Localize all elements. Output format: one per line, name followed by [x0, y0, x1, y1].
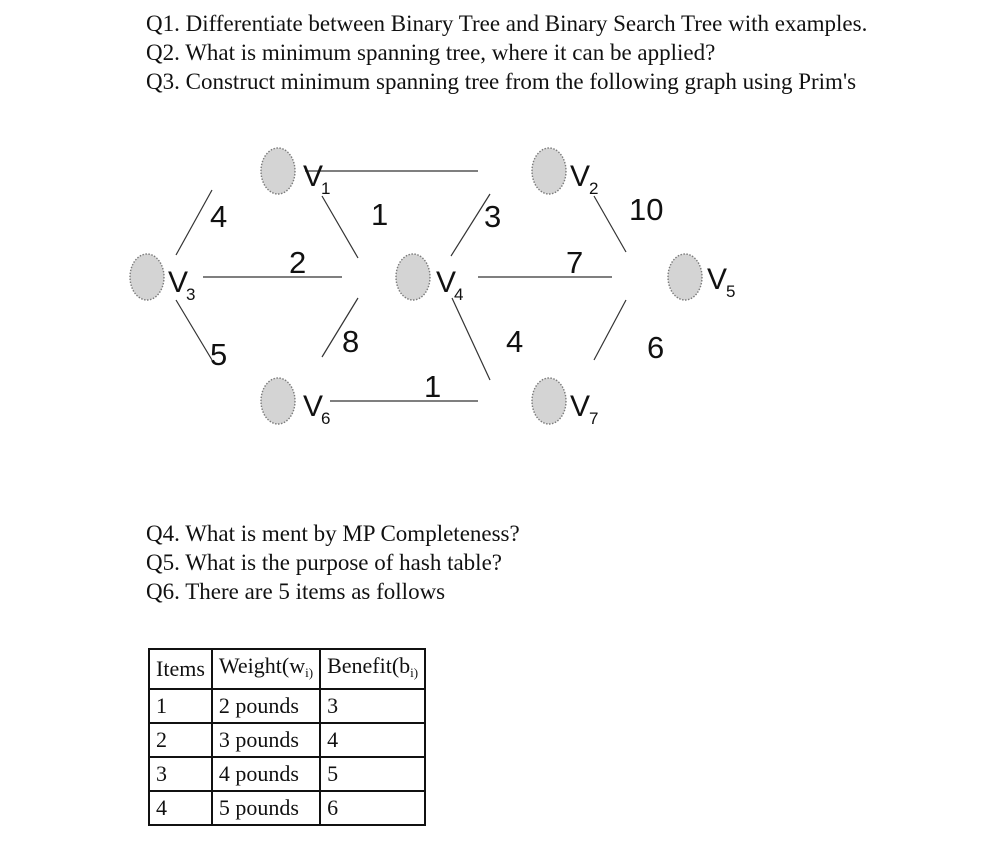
weight-v3-v6: 5: [210, 337, 228, 372]
edge-v7-v5: [594, 300, 626, 360]
cell-item: 2: [149, 723, 212, 757]
items-table: [148, 648, 426, 826]
weight-v6-v4: 8: [342, 324, 360, 359]
weight-v1-v4: 1: [371, 197, 389, 232]
table-row: [149, 723, 425, 757]
node-v6: [261, 378, 295, 424]
node-v1: [261, 148, 295, 194]
cell-item: 4: [149, 791, 212, 825]
cell-weight: 2 pounds: [212, 689, 320, 723]
cell-benefit: 4: [320, 723, 425, 757]
cell-benefit: 5: [320, 757, 425, 791]
edge-v3-v1: [176, 190, 212, 255]
weight-v2-v5: 10: [629, 192, 664, 227]
question-6: Q6. There are 5 items as follows: [146, 579, 446, 604]
cell-benefit: 6: [320, 791, 425, 825]
node-v2: [532, 148, 566, 194]
question-2: Q2. What is minimum spanning tree, where it can be applied?: [146, 40, 716, 65]
label-v2: V2: [570, 160, 599, 198]
header-benefit: Benefit(bi): [320, 649, 425, 689]
cell-weight: 4 pounds: [212, 757, 320, 791]
question-5: Q5. What is the purpose of hash table?: [146, 550, 502, 575]
table-row: [149, 791, 425, 825]
edge-v1-v4: [322, 196, 358, 258]
node-v5: [668, 254, 702, 300]
weight-v7-v5: 6: [647, 330, 665, 365]
label-v5: V5: [707, 263, 736, 301]
edge-v3-v6: [176, 300, 212, 360]
weight-v4-v7: 4: [506, 324, 524, 359]
cell-benefit: 3: [320, 689, 425, 723]
edge-v2-v5: [594, 196, 626, 252]
node-v7: [532, 378, 566, 424]
question-3: Q3. Construct minimum spanning tree from the following graph using Prim's: [146, 69, 857, 94]
question-4: Q4. What is ment by MP Completeness?: [146, 521, 520, 546]
weight-v6-v7: 1: [424, 369, 442, 404]
label-v1: V1: [303, 160, 331, 198]
cell-weight: 3 pounds: [212, 723, 320, 757]
header-items: Items: [149, 649, 212, 689]
header-weight: Weight(wi): [212, 649, 320, 689]
weight-v3-v4: 2: [289, 245, 307, 280]
weight-v4-v5: 7: [566, 245, 584, 280]
label-v4: V4: [436, 266, 464, 304]
question-1: Q1. Differentiate between Binary Tree and Binary Search Tree with examples.: [146, 11, 868, 36]
table-header-row: [149, 649, 425, 689]
label-v7: V7: [570, 390, 599, 428]
table-row: [149, 689, 425, 723]
label-v3: V3: [168, 266, 196, 304]
cell-weight: 5 pounds: [212, 791, 320, 825]
weight-v4-v2: 3: [484, 199, 502, 234]
cell-item: 1: [149, 689, 212, 723]
label-v6: V6: [303, 390, 331, 428]
table-row: [149, 757, 425, 791]
cell-item: 3: [149, 757, 212, 791]
node-v4: [396, 254, 430, 300]
node-v3: [130, 254, 164, 300]
edge-v4-v7: [452, 298, 490, 380]
weight-v3-v1: 4: [210, 199, 228, 234]
